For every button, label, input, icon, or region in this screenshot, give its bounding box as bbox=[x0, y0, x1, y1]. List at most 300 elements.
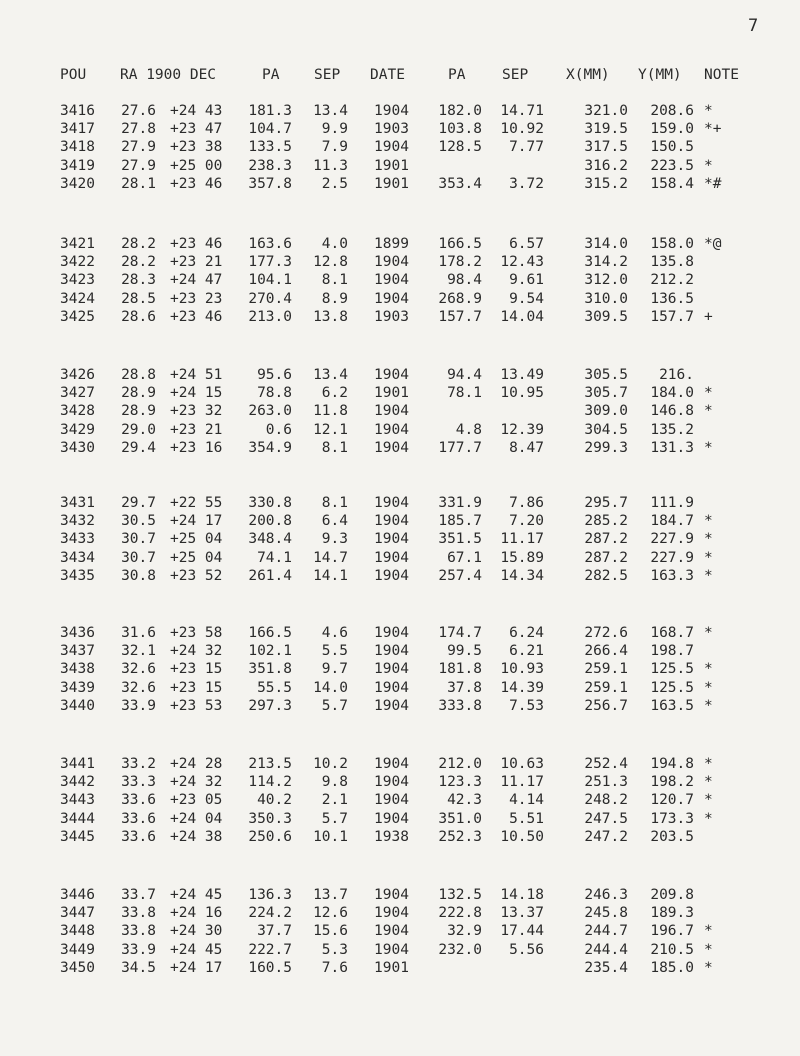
cell-pa: 102.1 bbox=[248, 643, 292, 660]
cell-pa: 95.6 bbox=[257, 367, 292, 383]
cell-note: * bbox=[704, 439, 713, 456]
table-row bbox=[0, 791, 800, 809]
table-row bbox=[0, 904, 800, 922]
cell-ra: 33.6 bbox=[121, 792, 156, 809]
cell-pa-2: 94.4 bbox=[447, 367, 482, 383]
table-row bbox=[0, 175, 800, 193]
cell-dec: +23 53 bbox=[170, 697, 223, 714]
cell-sep-2: 6.57 bbox=[509, 236, 544, 252]
cell-sep-2: 14.04 bbox=[500, 308, 544, 325]
cell-sep-2: 10.93 bbox=[500, 661, 544, 678]
cell-ra: 29.0 bbox=[121, 421, 156, 438]
cell-y-mm: 131.3 bbox=[650, 439, 694, 456]
cell-sep: 8.1 bbox=[321, 495, 348, 511]
cell-pa: 351.8 bbox=[248, 661, 292, 678]
cell-dec: +22 55 bbox=[170, 495, 223, 511]
cell-note: * bbox=[704, 697, 713, 714]
cell-pa-2: 353.4 bbox=[438, 175, 482, 192]
cell-date: 1904 bbox=[374, 495, 409, 511]
cell-sep-2: 8.47 bbox=[509, 439, 544, 456]
cell-sep: 9.3 bbox=[321, 531, 348, 548]
cell-pou: 3419 bbox=[60, 157, 95, 174]
table-row bbox=[0, 624, 800, 642]
cell-pou: 3426 bbox=[60, 367, 95, 383]
table-row bbox=[0, 697, 800, 715]
cell-y-mm: 173.3 bbox=[650, 810, 694, 827]
cell-sep-2: 14.18 bbox=[500, 887, 544, 903]
cell-pou: 3424 bbox=[60, 290, 95, 307]
cell-dec: +23 21 bbox=[170, 421, 223, 438]
cell-y-mm: 163.3 bbox=[650, 567, 694, 584]
cell-ra: 32.6 bbox=[121, 679, 156, 696]
cell-sep: 5.7 bbox=[321, 697, 348, 714]
cell-dec: +23 23 bbox=[170, 290, 223, 307]
cell-date: 1904 bbox=[374, 290, 409, 307]
cell-ra: 30.7 bbox=[121, 531, 156, 548]
cell-sep: 14.1 bbox=[313, 567, 348, 584]
cell-dec: +24 38 bbox=[170, 828, 223, 845]
cell-date: 1904 bbox=[374, 810, 409, 827]
cell-ra: 33.6 bbox=[121, 810, 156, 827]
cell-note: * bbox=[704, 661, 713, 678]
table-row bbox=[0, 290, 800, 308]
cell-date: 1904 bbox=[374, 905, 409, 922]
cell-x-mm: 315.2 bbox=[584, 175, 628, 192]
cell-sep: 13.8 bbox=[313, 308, 348, 325]
cell-sep-2: 9.54 bbox=[509, 290, 544, 307]
cell-pou: 3420 bbox=[60, 175, 95, 192]
cell-x-mm: 244.4 bbox=[584, 941, 628, 958]
cell-sep-2: 7.77 bbox=[509, 139, 544, 156]
cell-pou: 3425 bbox=[60, 308, 95, 325]
cell-dec: +24 47 bbox=[170, 272, 223, 289]
cell-pa-2: 333.8 bbox=[438, 697, 482, 714]
cell-pa: 55.5 bbox=[257, 679, 292, 696]
cell-date: 1904 bbox=[374, 103, 409, 119]
cell-pa-2: 351.5 bbox=[438, 531, 482, 548]
cell-x-mm: 314.2 bbox=[584, 254, 628, 271]
cell-pa-2: 37.8 bbox=[447, 679, 482, 696]
cell-sep: 14.0 bbox=[313, 679, 348, 696]
cell-x-mm: 282.5 bbox=[584, 567, 628, 584]
cell-sep: 4.6 bbox=[321, 625, 348, 641]
cell-pa-2: 331.9 bbox=[438, 495, 482, 511]
cell-dec: +24 15 bbox=[170, 385, 223, 402]
cell-dec: +23 52 bbox=[170, 567, 223, 584]
cell-note: *# bbox=[704, 175, 722, 192]
cell-sep: 9.8 bbox=[321, 774, 348, 791]
cell-x-mm: 305.5 bbox=[584, 367, 628, 383]
header-ra-dec: RA 1900 DEC bbox=[120, 67, 217, 83]
cell-note: * bbox=[704, 625, 713, 641]
cell-ra: 30.7 bbox=[121, 549, 156, 566]
cell-sep-2: 13.49 bbox=[500, 367, 544, 383]
cell-date: 1904 bbox=[374, 697, 409, 714]
cell-y-mm: 227.9 bbox=[650, 549, 694, 566]
cell-sep: 12.1 bbox=[313, 421, 348, 438]
cell-sep: 5.3 bbox=[321, 941, 348, 958]
cell-sep: 10.2 bbox=[313, 756, 348, 772]
cell-y-mm: 157.7 bbox=[650, 308, 694, 325]
cell-note: * bbox=[704, 959, 713, 976]
cell-pa-2: 185.7 bbox=[438, 513, 482, 530]
cell-dec: +23 46 bbox=[170, 236, 223, 252]
cell-pa-2: 128.5 bbox=[438, 139, 482, 156]
cell-note: * bbox=[704, 103, 713, 119]
cell-note: * bbox=[704, 941, 713, 958]
cell-date: 1903 bbox=[374, 308, 409, 325]
cell-dec: +23 46 bbox=[170, 175, 223, 192]
cell-date: 1904 bbox=[374, 625, 409, 641]
cell-pou: 3446 bbox=[60, 887, 95, 903]
cell-note: *@ bbox=[704, 236, 722, 252]
cell-note: * bbox=[704, 157, 713, 174]
cell-pou: 3447 bbox=[60, 905, 95, 922]
cell-ra: 32.1 bbox=[121, 643, 156, 660]
cell-pa: 270.4 bbox=[248, 290, 292, 307]
cell-pa: 160.5 bbox=[248, 959, 292, 976]
cell-note: * bbox=[704, 403, 713, 420]
cell-pa-2: 182.0 bbox=[438, 103, 482, 119]
cell-pa: 136.3 bbox=[248, 887, 292, 903]
cell-note: * bbox=[704, 549, 713, 566]
cell-x-mm: 247.2 bbox=[584, 828, 628, 845]
cell-sep: 7.6 bbox=[321, 959, 348, 976]
cell-sep: 6.2 bbox=[321, 385, 348, 402]
table-row bbox=[0, 308, 800, 326]
table-row bbox=[0, 421, 800, 439]
cell-dec: +24 32 bbox=[170, 774, 223, 791]
cell-pa: 348.4 bbox=[248, 531, 292, 548]
cell-date: 1904 bbox=[374, 531, 409, 548]
cell-y-mm: 168.7 bbox=[650, 625, 694, 641]
cell-pa-2: 32.9 bbox=[447, 923, 482, 940]
header-sep: SEP bbox=[314, 67, 341, 83]
cell-y-mm: 210.5 bbox=[650, 941, 694, 958]
table-row bbox=[0, 828, 800, 846]
cell-ra: 28.5 bbox=[121, 290, 156, 307]
cell-sep: 11.8 bbox=[313, 403, 348, 420]
cell-date: 1904 bbox=[374, 403, 409, 420]
cell-sep-2: 6.21 bbox=[509, 643, 544, 660]
cell-x-mm: 252.4 bbox=[584, 756, 628, 772]
cell-dec: +25 04 bbox=[170, 531, 223, 548]
table-row bbox=[0, 157, 800, 175]
cell-dec: +23 15 bbox=[170, 679, 223, 696]
cell-pa: 263.0 bbox=[248, 403, 292, 420]
cell-x-mm: 304.5 bbox=[584, 421, 628, 438]
cell-dec: +24 28 bbox=[170, 756, 223, 772]
table-row bbox=[0, 922, 800, 940]
cell-pou: 3439 bbox=[60, 679, 95, 696]
cell-dec: +24 51 bbox=[170, 367, 223, 383]
table-row bbox=[0, 755, 800, 773]
table-row bbox=[0, 366, 800, 384]
cell-y-mm: 136.5 bbox=[650, 290, 694, 307]
cell-pa-2: 98.4 bbox=[447, 272, 482, 289]
cell-pou: 3438 bbox=[60, 661, 95, 678]
cell-date: 1904 bbox=[374, 887, 409, 903]
cell-ra: 28.2 bbox=[121, 236, 156, 252]
cell-sep: 8.1 bbox=[321, 439, 348, 456]
cell-note: * bbox=[704, 567, 713, 584]
cell-pa-2: 166.5 bbox=[438, 236, 482, 252]
cell-pou: 3445 bbox=[60, 828, 95, 845]
cell-y-mm: 227.9 bbox=[650, 531, 694, 548]
cell-sep: 14.7 bbox=[313, 549, 348, 566]
cell-pa: 213.5 bbox=[248, 756, 292, 772]
cell-sep: 7.9 bbox=[321, 139, 348, 156]
cell-pou: 3427 bbox=[60, 385, 95, 402]
cell-dec: +23 46 bbox=[170, 308, 223, 325]
cell-sep-2: 14.39 bbox=[500, 679, 544, 696]
cell-pa: 74.1 bbox=[257, 549, 292, 566]
cell-y-mm: 135.2 bbox=[650, 421, 694, 438]
cell-pa-2: 252.3 bbox=[438, 828, 482, 845]
table-row bbox=[0, 494, 800, 512]
cell-dec: +24 45 bbox=[170, 941, 223, 958]
cell-pou: 3449 bbox=[60, 941, 95, 958]
cell-dec: +24 30 bbox=[170, 923, 223, 940]
cell-pou: 3432 bbox=[60, 513, 95, 530]
cell-y-mm: 125.5 bbox=[650, 679, 694, 696]
cell-pa: 350.3 bbox=[248, 810, 292, 827]
cell-date: 1904 bbox=[374, 661, 409, 678]
cell-sep-2: 12.43 bbox=[500, 254, 544, 271]
cell-sep: 13.4 bbox=[313, 367, 348, 383]
cell-dec: +24 17 bbox=[170, 959, 223, 976]
cell-date: 1901 bbox=[374, 385, 409, 402]
cell-sep-2: 14.71 bbox=[500, 103, 544, 119]
cell-y-mm: 185.0 bbox=[650, 959, 694, 976]
cell-note: + bbox=[704, 308, 713, 325]
cell-sep-2: 10.95 bbox=[500, 385, 544, 402]
cell-x-mm: 299.3 bbox=[584, 439, 628, 456]
cell-pou: 3442 bbox=[60, 774, 95, 791]
cell-dec: +23 05 bbox=[170, 792, 223, 809]
cell-x-mm: 246.3 bbox=[584, 887, 628, 903]
cell-date: 1904 bbox=[374, 254, 409, 271]
cell-pa: 200.8 bbox=[248, 513, 292, 530]
cell-ra: 30.5 bbox=[121, 513, 156, 530]
cell-ra: 27.6 bbox=[121, 103, 156, 119]
cell-pa: 104.7 bbox=[248, 121, 292, 138]
cell-dec: +24 32 bbox=[170, 643, 223, 660]
cell-pa-2: 232.0 bbox=[438, 941, 482, 958]
cell-pa: 297.3 bbox=[248, 697, 292, 714]
cell-pa-2: 181.8 bbox=[438, 661, 482, 678]
cell-sep: 6.4 bbox=[321, 513, 348, 530]
cell-date: 1904 bbox=[374, 679, 409, 696]
cell-sep-2: 12.39 bbox=[500, 421, 544, 438]
cell-sep: 2.5 bbox=[321, 175, 348, 192]
cell-sep-2: 10.92 bbox=[500, 121, 544, 138]
cell-x-mm: 317.5 bbox=[584, 139, 628, 156]
cell-dec: +25 00 bbox=[170, 157, 223, 174]
cell-date: 1904 bbox=[374, 367, 409, 383]
cell-pa-2: 67.1 bbox=[447, 549, 482, 566]
header-pa-2: PA bbox=[448, 67, 466, 83]
table-row bbox=[0, 384, 800, 402]
cell-y-mm: 163.5 bbox=[650, 697, 694, 714]
cell-date: 1938 bbox=[374, 828, 409, 845]
cell-y-mm: 209.8 bbox=[650, 887, 694, 903]
cell-x-mm: 248.2 bbox=[584, 792, 628, 809]
cell-y-mm: 158.4 bbox=[650, 175, 694, 192]
table-row bbox=[0, 549, 800, 567]
cell-sep: 13.7 bbox=[313, 887, 348, 903]
cell-pou: 3423 bbox=[60, 272, 95, 289]
cell-sep-2: 13.37 bbox=[500, 905, 544, 922]
cell-note: * bbox=[704, 756, 713, 772]
cell-y-mm: 198.7 bbox=[650, 643, 694, 660]
cell-date: 1904 bbox=[374, 756, 409, 772]
cell-sep-2: 10.63 bbox=[500, 756, 544, 772]
table-row bbox=[0, 773, 800, 791]
table-row bbox=[0, 660, 800, 678]
cell-pa-2: 78.1 bbox=[447, 385, 482, 402]
cell-sep-2: 7.53 bbox=[509, 697, 544, 714]
cell-y-mm: 184.7 bbox=[650, 513, 694, 530]
cell-pou: 3417 bbox=[60, 121, 95, 138]
cell-pa-2: 42.3 bbox=[447, 792, 482, 809]
table-row bbox=[0, 512, 800, 530]
cell-ra: 32.6 bbox=[121, 661, 156, 678]
table-row bbox=[0, 679, 800, 697]
cell-pou: 3428 bbox=[60, 403, 95, 420]
table-row bbox=[0, 567, 800, 585]
cell-dec: +23 58 bbox=[170, 625, 223, 641]
cell-y-mm: 216. bbox=[659, 367, 694, 383]
cell-dec: +24 45 bbox=[170, 887, 223, 903]
cell-x-mm: 235.4 bbox=[584, 959, 628, 976]
cell-note: * bbox=[704, 513, 713, 530]
cell-pou: 3448 bbox=[60, 923, 95, 940]
cell-pou: 3416 bbox=[60, 103, 95, 119]
table-row bbox=[0, 530, 800, 548]
table-row bbox=[0, 642, 800, 660]
cell-x-mm: 266.4 bbox=[584, 643, 628, 660]
cell-dec: +24 43 bbox=[170, 103, 223, 119]
cell-x-mm: 259.1 bbox=[584, 679, 628, 696]
cell-ra: 33.7 bbox=[121, 887, 156, 903]
cell-sep-2: 7.86 bbox=[509, 495, 544, 511]
cell-ra: 27.8 bbox=[121, 121, 156, 138]
cell-y-mm: 125.5 bbox=[650, 661, 694, 678]
cell-ra: 33.3 bbox=[121, 774, 156, 791]
cell-date: 1901 bbox=[374, 959, 409, 976]
table-row bbox=[0, 138, 800, 156]
cell-pa-2: 174.7 bbox=[438, 625, 482, 641]
cell-sep-2: 14.34 bbox=[500, 567, 544, 584]
table-header bbox=[0, 66, 800, 84]
cell-x-mm: 310.0 bbox=[584, 290, 628, 307]
cell-dec: +25 04 bbox=[170, 549, 223, 566]
cell-sep: 9.7 bbox=[321, 661, 348, 678]
cell-y-mm: 146.8 bbox=[650, 403, 694, 420]
cell-note: * bbox=[704, 679, 713, 696]
cell-pa-2: 132.5 bbox=[438, 887, 482, 903]
cell-y-mm: 135.8 bbox=[650, 254, 694, 271]
cell-y-mm: 203.5 bbox=[650, 828, 694, 845]
cell-sep: 8.1 bbox=[321, 272, 348, 289]
cell-date: 1904 bbox=[374, 421, 409, 438]
cell-sep-2: 10.50 bbox=[500, 828, 544, 845]
cell-pa: 330.8 bbox=[248, 495, 292, 511]
cell-pou: 3450 bbox=[60, 959, 95, 976]
cell-pa: 40.2 bbox=[257, 792, 292, 809]
cell-sep-2: 5.56 bbox=[509, 941, 544, 958]
cell-pa-2: 268.9 bbox=[438, 290, 482, 307]
cell-date: 1904 bbox=[374, 439, 409, 456]
cell-x-mm: 287.2 bbox=[584, 531, 628, 548]
cell-note: * bbox=[704, 923, 713, 940]
cell-y-mm: 150.5 bbox=[650, 139, 694, 156]
cell-sep: 5.7 bbox=[321, 810, 348, 827]
cell-pa: 163.6 bbox=[248, 236, 292, 252]
cell-pa: 177.3 bbox=[248, 254, 292, 271]
cell-pa-2: 157.7 bbox=[438, 308, 482, 325]
cell-y-mm: 194.8 bbox=[650, 756, 694, 772]
cell-dec: +24 17 bbox=[170, 513, 223, 530]
cell-pou: 3443 bbox=[60, 792, 95, 809]
cell-dec: +23 21 bbox=[170, 254, 223, 271]
cell-dec: +23 32 bbox=[170, 403, 223, 420]
cell-sep-2: 17.44 bbox=[500, 923, 544, 940]
cell-sep: 5.5 bbox=[321, 643, 348, 660]
cell-pou: 3429 bbox=[60, 421, 95, 438]
table-row bbox=[0, 810, 800, 828]
cell-ra: 28.2 bbox=[121, 254, 156, 271]
cell-ra: 33.8 bbox=[121, 923, 156, 940]
cell-dec: +24 04 bbox=[170, 810, 223, 827]
cell-ra: 28.3 bbox=[121, 272, 156, 289]
cell-pa: 357.8 bbox=[248, 175, 292, 192]
cell-sep-2: 11.17 bbox=[500, 774, 544, 791]
cell-pa-2: 178.2 bbox=[438, 254, 482, 271]
cell-date: 1904 bbox=[374, 272, 409, 289]
cell-date: 1904 bbox=[374, 774, 409, 791]
cell-sep: 8.9 bbox=[321, 290, 348, 307]
cell-pou: 3440 bbox=[60, 697, 95, 714]
cell-x-mm: 287.2 bbox=[584, 549, 628, 566]
cell-ra: 28.6 bbox=[121, 308, 156, 325]
header-pou: POU bbox=[60, 67, 87, 83]
cell-y-mm: 120.7 bbox=[650, 792, 694, 809]
header-x-mm: X(MM) bbox=[566, 67, 610, 83]
cell-ra: 28.8 bbox=[121, 367, 156, 383]
cell-note: * bbox=[704, 385, 713, 402]
cell-x-mm: 259.1 bbox=[584, 661, 628, 678]
cell-pa: 166.5 bbox=[248, 625, 292, 641]
cell-pou: 3437 bbox=[60, 643, 95, 660]
cell-sep-2: 4.14 bbox=[509, 792, 544, 809]
cell-pa-2: 177.7 bbox=[438, 439, 482, 456]
cell-pou: 3433 bbox=[60, 531, 95, 548]
cell-pa-2: 99.5 bbox=[447, 643, 482, 660]
cell-pou: 3430 bbox=[60, 439, 95, 456]
cell-pa-2: 351.0 bbox=[438, 810, 482, 827]
cell-x-mm: 244.7 bbox=[584, 923, 628, 940]
cell-dec: +23 38 bbox=[170, 139, 223, 156]
cell-sep-2: 7.20 bbox=[509, 513, 544, 530]
cell-x-mm: 245.8 bbox=[584, 905, 628, 922]
cell-dec: +23 15 bbox=[170, 661, 223, 678]
cell-pou: 3421 bbox=[60, 236, 95, 252]
cell-x-mm: 305.7 bbox=[584, 385, 628, 402]
cell-y-mm: 196.7 bbox=[650, 923, 694, 940]
cell-ra: 33.2 bbox=[121, 756, 156, 772]
